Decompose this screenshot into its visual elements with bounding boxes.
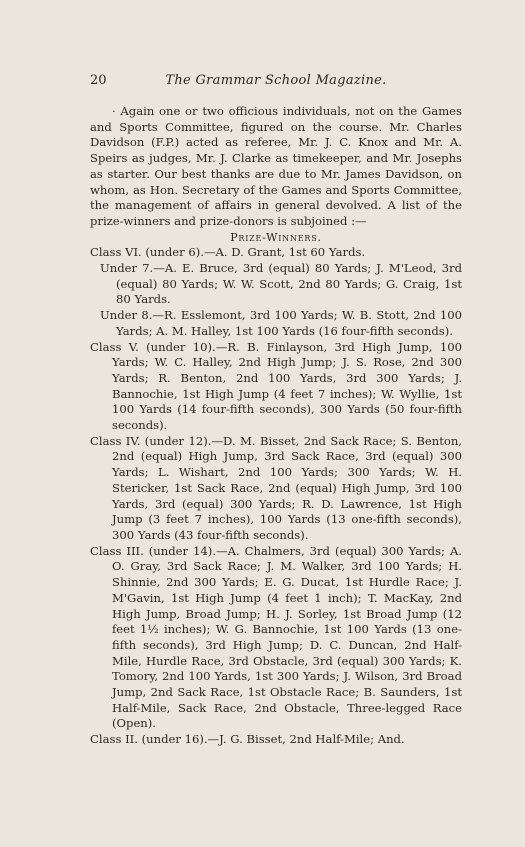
prize-entry: Under 8.—R. Esslemont, 3rd 100 Yards; W. B. Stott, 2nd 100 Yards; A. M. Halley, 1st 100 Yards (16 four-fifth seconds). <box>100 308 462 338</box>
prize-entry: Class VI. (under 6).—A. D. Grant, 1st 60 Yards. <box>90 245 366 260</box>
page-body <box>90 104 462 748</box>
intro-paragraph: · Again one or two officious individuals, not on the Games and Sports Committee, figured on the course. Mr. Charles Davidson (F.P.) acted as referee, Mr. J. C. Knox and Mr. A. Speirs as judges, Mr. J. Clarke as timekeeper, and Mr. Josephs as starter. Our best thanks are due to Mr. James Davidson, on whom, as Hon. Secretary of the Games and Sports Committee, the management of affairs in general devolved. A list of the prize-winners and prize-donors is subjoined :— <box>90 104 462 228</box>
page-header <box>90 73 462 91</box>
section-heading: Prize-Winners. <box>230 230 322 244</box>
prize-entry: Class II. (under 16).—J. G. Bisset, 2nd Half-Mile; And. <box>90 732 405 747</box>
prize-entry: Class V. (under 10).—R. B. Finlayson, 3rd High Jump, 100 Yards; W. C. Halley, 2nd High Jump; J. S. Rose, 2nd 300 Yards; R. Benton, 2nd 100 Yards, 3rd 300 Yards; J. Bannochie, 1st High Jump (4 feet 7 inches); W. Wyllie, 1st 100 Yards (14 four-fifth seconds), 300 Yards (50 four-fifth seconds). <box>90 339 462 433</box>
prize-entry: Class IV. (under 12).—D. M. Bisset, 2nd Sack Race; S. Benton, 2nd (equal) High Jump, 3rd Sack Race, 3rd (equal) 300 Yards; L. Wishart, 2nd 100 Yards; 300 Yards; W. H. Stericker, 1st Sack Race, 2nd (equal) High Jump, 3rd 100 Yards, 3rd (equal) 300 Yards; R. D. Lawrence, 1st High Jump (3 feet 7 inches), 100 Yards (13 one-fifth seconds), 300 Yards (43 four-fifth seconds). <box>90 433 462 542</box>
prize-winners-list <box>90 245 462 748</box>
page-number: 20 <box>90 73 107 88</box>
running-title: The Grammar School Magazine. <box>165 73 387 88</box>
prize-entry: Class III. (under 14).—A. Chalmers, 3rd (equal) 300 Yards; A. O. Gray, 3rd Sack Race; J. M. Walker, 3rd 100 Yards; H. Shinnie, 2nd 300 Yards; E. G. Ducat, 1st Hurdle Race; J. M'Gavin, 1st High Jump (4 feet 1 inch); T. MacKay, 2nd High Jump, Broad Jump; H. J. Sorley, 1st Broad Jump (12 feet 1½ inches); W. G. Bannochie, 1st 100 Yards (13 one-fifth seconds), 3rd High Jump; D. C. Duncan, 2nd Half-Mile, Hurdle Race, 3rd Obstacle, 3rd (equal) 300 Yards; K. Tomory, 2nd 100 Yards, 1st 300 Yards; J. Wilson, 3rd Broad Jump, 2nd Sack Race, 1st Obstacle Race; B. Saunders, 1st Half-Mile, Sack Race, 2nd Obstacle, Three-legged Race (Open). <box>90 543 462 731</box>
prize-entry: Under 7.—A. E. Bruce, 3rd (equal) 80 Yards; J. M'Leod, 3rd (equal) 80 Yards; W. W. Scott, 2nd 80 Yards; G. Craig, 1st 80 Yards. <box>100 261 462 307</box>
